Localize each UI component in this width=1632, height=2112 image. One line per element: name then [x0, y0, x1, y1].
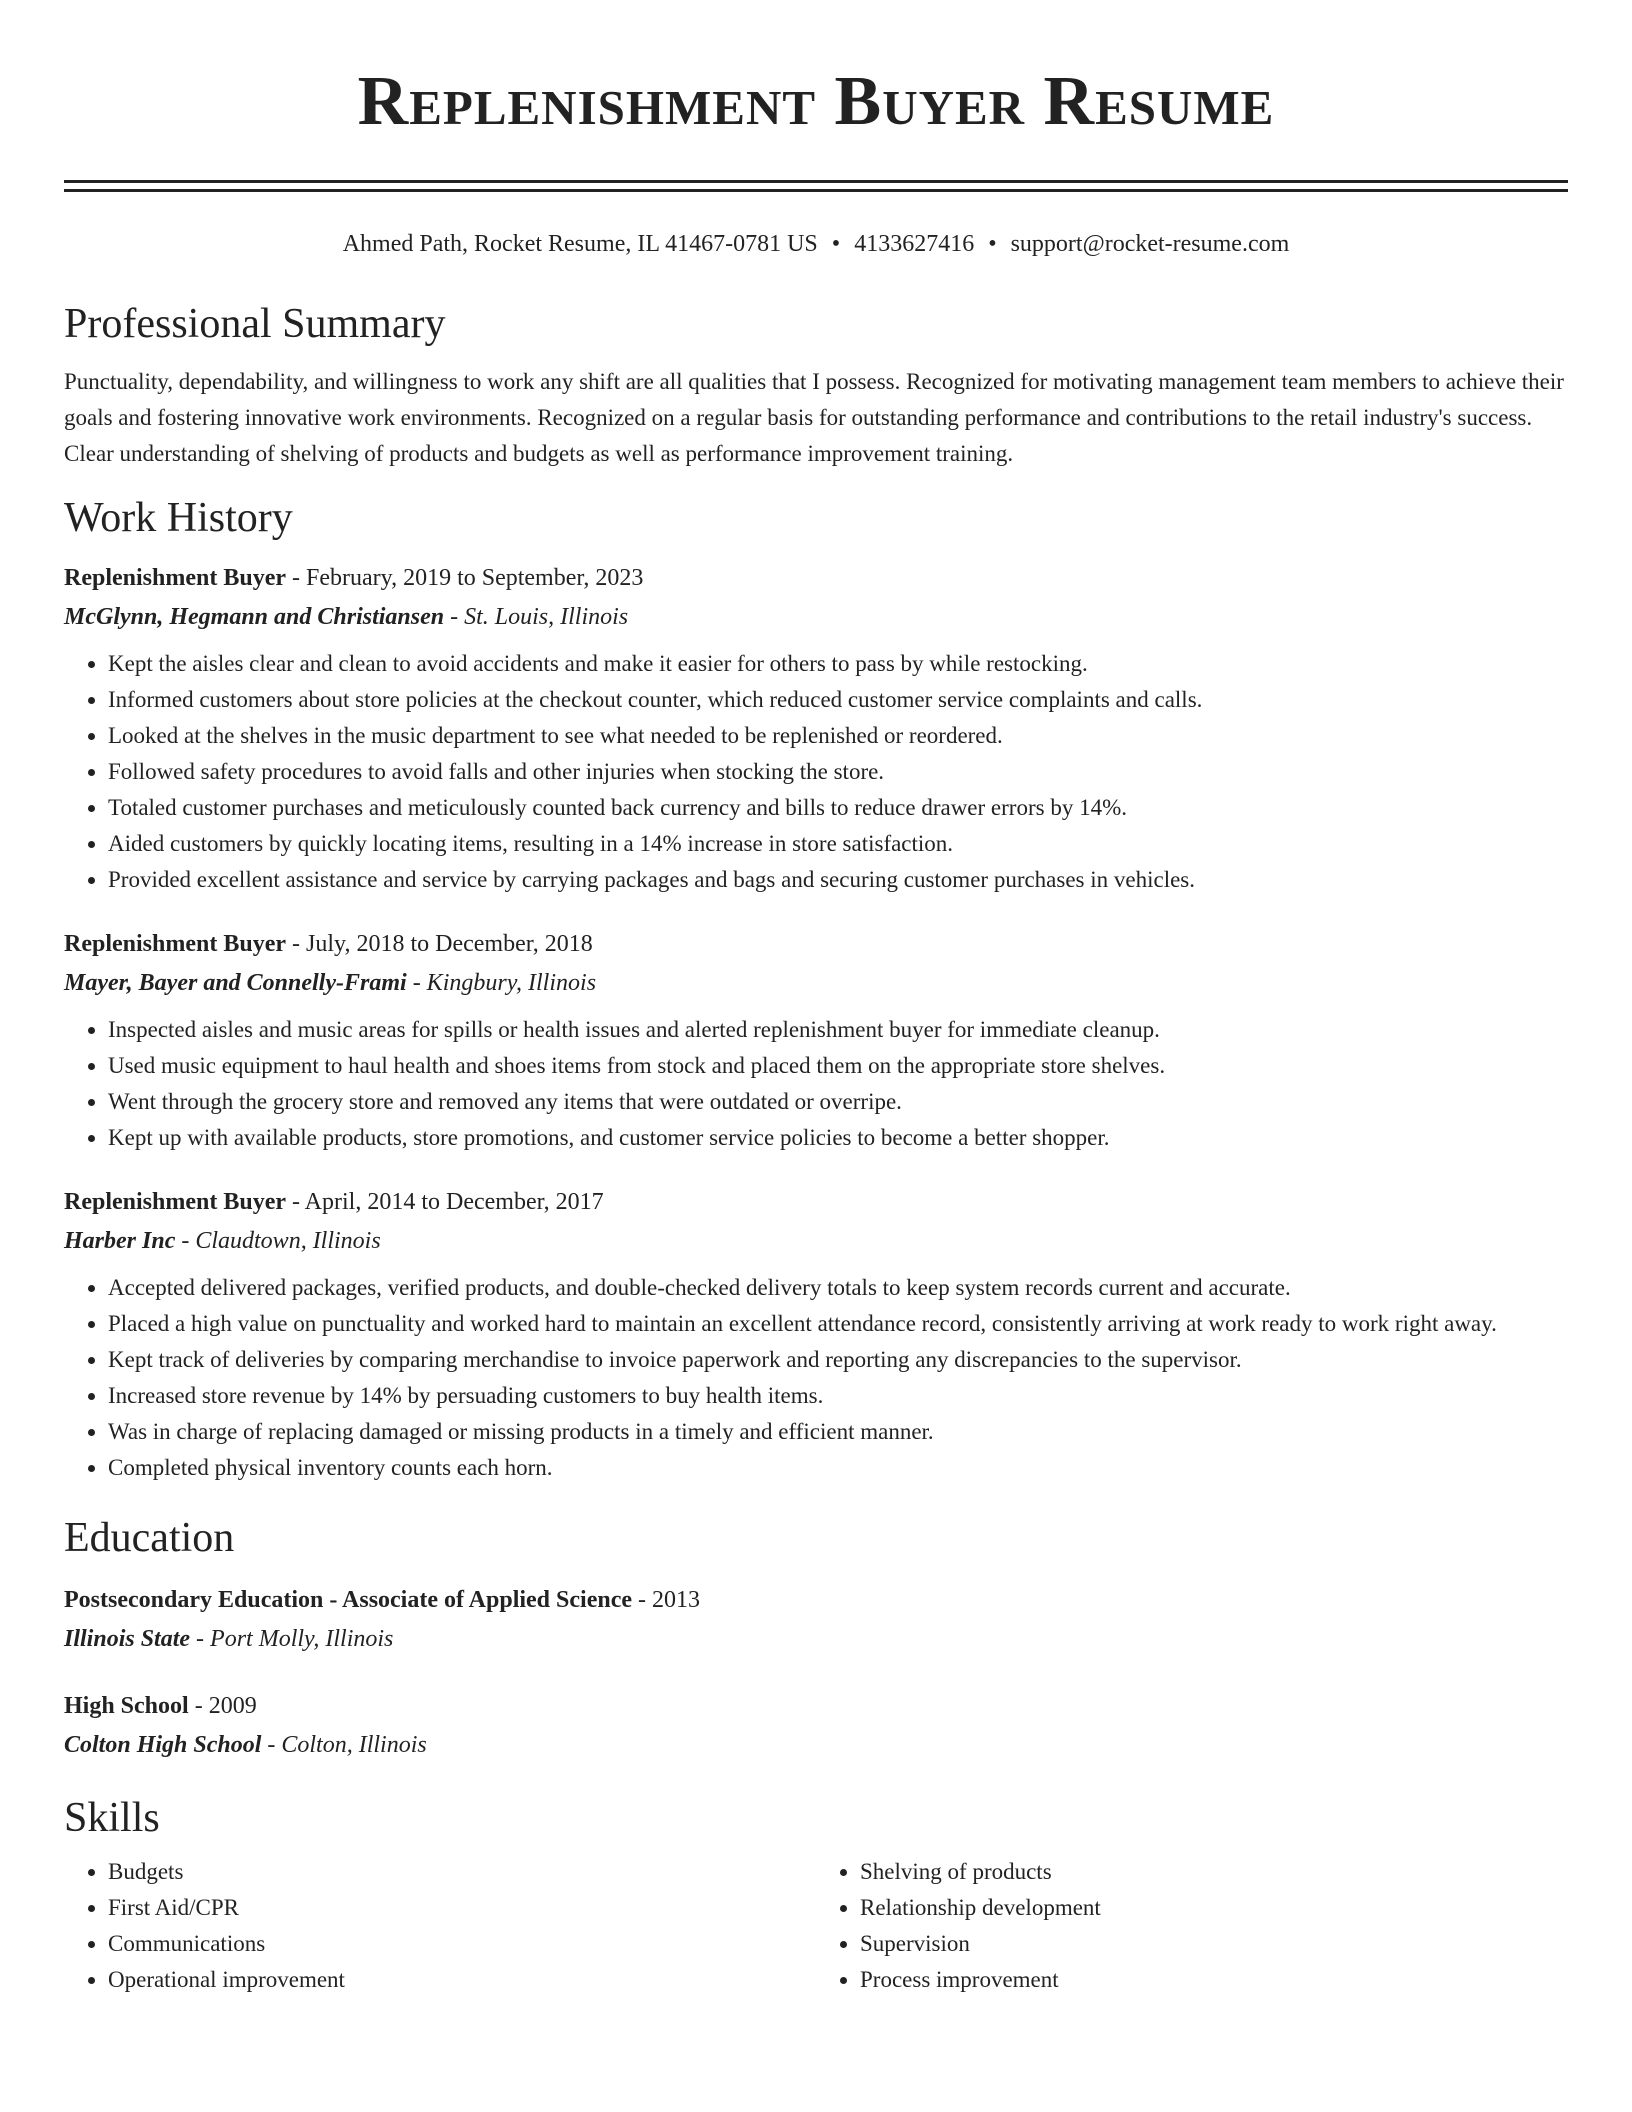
job-company: McGlynn, Hegmann and Christiansen — [64, 604, 445, 630]
job-bullet: • Accepted delivered packages, verified products, and double-checked delivery totals to keep system records current and accurate. — [108, 1270, 1568, 1306]
skill-item: • Shelving of products — [860, 1854, 1568, 1890]
contact-line — [64, 228, 1568, 260]
job-title: Replenishment Buyer — [64, 565, 286, 591]
skill-item: • First Aid/CPR — [108, 1890, 816, 1926]
job-bullet: • Totaled customer purchases and meticulously counted back currency and bills to reduce drawer errors by 14%. — [108, 790, 1568, 826]
job-dates: - February, 2019 to September, 2023 — [286, 565, 644, 591]
education-degree: Postsecondary Education - Associate of Applied Science — [64, 1587, 632, 1613]
skill-item: • Supervision — [860, 1926, 1568, 1962]
education-entry — [64, 1580, 1568, 1658]
job-bullet: • Placed a high value on punctuality and worked hard to maintain an excellent attendance record, consistently arriving at work ready to work right away. — [108, 1306, 1568, 1342]
job-bullet: • Followed safety procedures to avoid falls and other injuries when stocking the store. — [108, 754, 1568, 790]
skill-item: • Operational improvement — [108, 1962, 816, 1998]
skill-item: • Relationship development — [860, 1890, 1568, 1926]
job-bullet: • Provided excellent assistance and service by carrying packages and bags and securing customer purchases in vehicles. — [108, 862, 1568, 898]
job-bullets — [64, 1012, 1568, 1156]
job-bullet: • Completed physical inventory counts each horn. — [108, 1450, 1568, 1486]
job-location: - St. Louis, Illinois — [444, 604, 629, 630]
job-bullet: • Kept up with available products, store promotions, and customer service policies to become a better shopper. — [108, 1120, 1568, 1156]
job-dates: - July, 2018 to December, 2018 — [286, 931, 593, 957]
job-bullet: • Kept the aisles clear and clean to avoid accidents and make it easier for others to pass by while restocking. — [108, 646, 1568, 682]
contact-separator: • — [831, 231, 841, 257]
job-title: Replenishment Buyer — [64, 1189, 286, 1215]
job-bullet: • Looked at the shelves in the music department to see what needed to be replenished or reordered. — [108, 718, 1568, 754]
job-company: Mayer, Bayer and Connelly-Frami — [64, 970, 407, 996]
job-bullets — [64, 646, 1568, 898]
job-bullet: • Kept track of deliveries by comparing merchandise to invoice paperwork and reporting any discrepancies to the supervisor. — [108, 1342, 1568, 1378]
skill-item: • Process improvement — [860, 1962, 1568, 1998]
education-school: Colton High School — [64, 1732, 262, 1758]
job-bullet: • Aided customers by quickly locating items, resulting in a 14% increase in store satisfaction. — [108, 826, 1568, 862]
job-bullets — [64, 1270, 1568, 1486]
job-entry — [64, 558, 1568, 898]
resume-title: Replenishment Buyer Resume — [357, 63, 1275, 140]
job-title: Replenishment Buyer — [64, 931, 286, 957]
job-dates: - April, 2014 to December, 2017 — [286, 1189, 604, 1215]
skills-column-left — [64, 1854, 816, 1998]
work-history-heading: Work History — [64, 495, 293, 541]
summary-text: Punctuality, dependability, and willingness to work any shift are all qualities that I possess. Recognized for motivating management team members to achieve their goals and fostering innovative work environments. Recognized on a regular basis for outstanding performance and contributions to the retail industry's success. Clear understanding of shelving of products and budgets as well as performance improvement training. — [64, 369, 1564, 466]
job-bullet: • Informed customers about store policies at the checkout counter, which reduced customer service complaints and calls. — [108, 682, 1568, 718]
education-school: Illinois State — [64, 1626, 191, 1652]
summary-heading: Professional Summary — [64, 301, 446, 347]
education-location: - Port Molly, Illinois — [190, 1626, 394, 1652]
job-bullet: • Increased store revenue by 14% by persuading customers to buy health items. — [108, 1378, 1568, 1414]
education-location: - Colton, Illinois — [261, 1732, 427, 1758]
skills-column-right — [816, 1854, 1568, 1998]
skill-item: • Budgets — [108, 1854, 816, 1890]
job-bullet: • Used music equipment to haul health and shoes items from stock and placed them on the appropriate store shelves. — [108, 1048, 1568, 1084]
education-entry — [64, 1686, 1568, 1764]
skills-heading: Skills — [64, 1795, 160, 1841]
title-rule-bottom — [64, 189, 1568, 192]
job-entry — [64, 924, 1568, 1156]
job-location: - Claudtown, Illinois — [175, 1228, 381, 1254]
education-year: - 2013 — [632, 1587, 700, 1613]
education-heading: Education — [64, 1515, 235, 1561]
title-rule-top — [64, 180, 1568, 183]
job-entry — [64, 1182, 1568, 1486]
contact-phone: 4133627416 — [854, 231, 975, 257]
contact-email: support@rocket-resume.com — [1010, 231, 1290, 257]
skill-item: • Communications — [108, 1926, 816, 1962]
education-degree: High School — [64, 1693, 189, 1719]
job-bullet: • Went through the grocery store and removed any items that were outdated or overripe. — [108, 1084, 1568, 1120]
contact-separator: • — [988, 231, 997, 257]
job-company: Harber Inc — [64, 1228, 176, 1254]
job-bullet: • Was in charge of replacing damaged or missing products in a timely and efficient manner. — [108, 1414, 1568, 1450]
skills-list — [64, 1854, 1568, 1998]
job-location: - Kingbury, Illinois — [406, 970, 597, 996]
contact-address: Ahmed Path, Rocket Resume, IL 41467-0781 US — [342, 231, 818, 257]
education-year: - 2009 — [188, 1693, 257, 1719]
job-bullet: • Inspected aisles and music areas for spills or health issues and alerted replenishment buyer for immediate cleanup. — [108, 1012, 1568, 1048]
